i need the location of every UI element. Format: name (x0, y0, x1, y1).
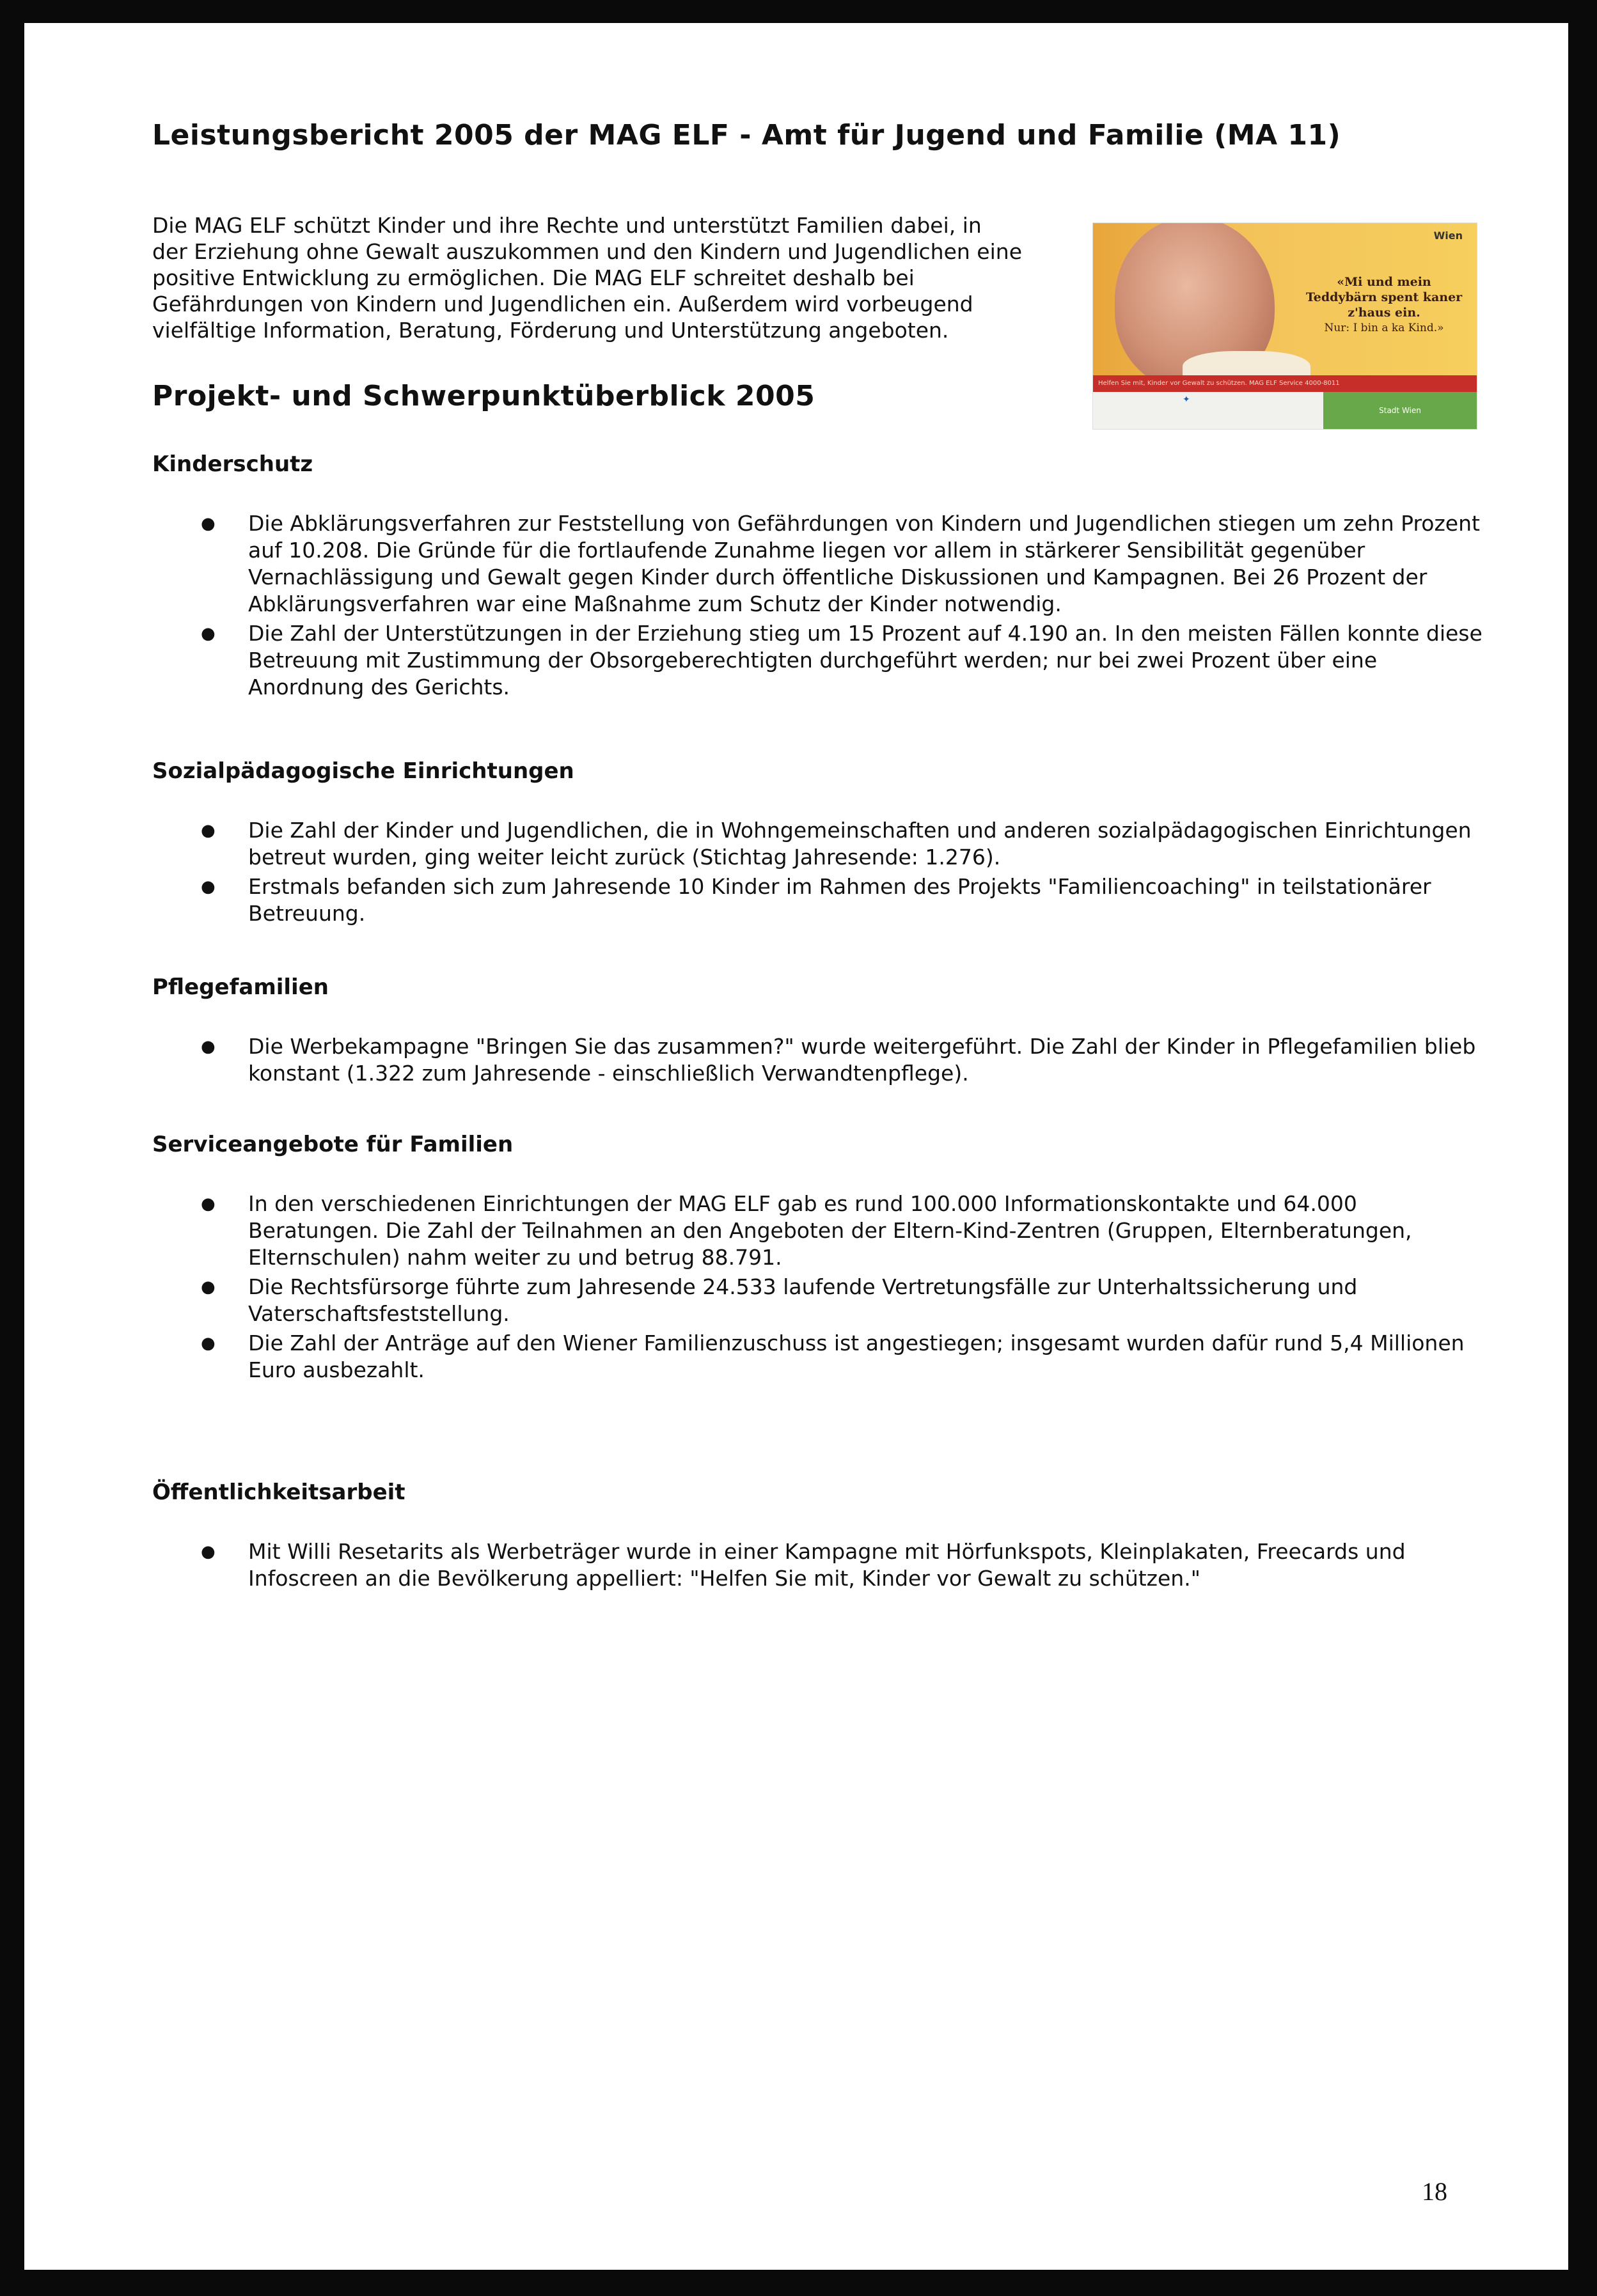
bullet-icon: ● (201, 821, 216, 840)
section-sozialpaedagogisch (152, 758, 1483, 930)
section-heading: Öffentlichkeitsarbeit (152, 1480, 405, 1505)
list-item: ● Die Abklärungsverfahren zur Feststellung von Gefährdungen von Kindern und Jugendlichen stiegen um zehn Prozent auf 10.208. Die Gründe für die fortlaufende Zunahme liegen vor allem in stärkerer Sensibilität gegenüber Vernachlässigung und Gewalt gegen Kinder durch öffentliche Diskussionen und Kampagnen. Bei 26 Prozent der Abklärungsverfahren war eine Maßnahme zum Schutz der Kinder notwendig. (201, 511, 1480, 616)
document-page (24, 23, 1568, 2270)
section-heading: Kinderschutz (152, 451, 313, 477)
section-serviceangebote (152, 1132, 1483, 1386)
bullet-list (152, 1538, 1483, 1592)
list-item: ● Erstmals befanden sich zum Jahresende 10 Kinder im Rahmen des Projekts "Familiencoaching" in teilstationärer Betreuung. (201, 874, 1431, 926)
section-subtitle: Projekt- und Schwerpunktüberblick 2005 (152, 380, 815, 412)
page-content (152, 119, 1483, 1591)
list-item: ● Die Zahl der Kinder und Jugendlichen, die in Wohngemeinschaften und anderen sozialpädagogischen Einrichtungen betreut wurden, ging weiter leicht zurück (Stichtag Jahresende: 1.276). (201, 818, 1472, 870)
list-item: ● In den verschiedenen Einrichtungen der MAG ELF gab es rund 100.000 Informationskontakte und 64.000 Beratungen. Die Zahl der Teilnahmen an den Angeboten der Eltern-Kind-Zentren (Gruppen, Elternberatungen, Elternschulen) nahm weiter zu und betrug 88.791. (201, 1191, 1412, 1270)
section-pflegefamilien (152, 974, 1483, 1089)
bullet-list (152, 817, 1483, 927)
bullet-icon: ● (201, 1542, 216, 1561)
poster-bottom-logo: ✦ (1183, 394, 1190, 405)
list-item: ● Die Zahl der Anträge auf den Wiener Familienzuschuss ist angestiegen; insgesamt wurden dafür rund 5,4 Millionen Euro ausbezahlt. (201, 1331, 1465, 1382)
poster-quote-main: «Mi und mein Teddybärn spent kaner z'haus ein. (1305, 275, 1463, 320)
bullet-icon: ● (201, 1277, 216, 1297)
campaign-poster-image (1092, 223, 1477, 430)
bullet-icon: ● (201, 877, 216, 896)
poster-footer-bar: Helfen Sie mit, Kinder vor Gewalt zu schützen. MAG ELF Service 4000-8011 (1093, 375, 1477, 392)
bullet-icon: ● (201, 624, 216, 643)
section-heading: Serviceangebote für Familien (152, 1132, 514, 1157)
list-item: ● Die Werbekampagne "Bringen Sie das zusammen?" wurde weitergeführt. Die Zahl der Kinder in Pflegefamilien blieb konstant (1.322 zum Jahresende - einschließlich Verwandtenpflege). (201, 1034, 1476, 1086)
section-heading: Pflegefamilien (152, 974, 329, 1000)
section-heading: Sozialpädagogische Einrichtungen (152, 758, 574, 784)
intro-paragraph: Die MAG ELF schützt Kinder und ihre Rechte und unterstützt Familien dabei, in der Erziehung ohne Gewalt auszukommen und den Kindern und Jugendlichen eine positive Entwicklung zu ermöglichen. Die MAG ELF schreitet deshalb bei Gefährdungen von Kindern und Jugendlichen ein. Außerdem wird vorbeugend vielfältige Information, Beratung, Förderung und Unterstützung angeboten. (152, 213, 1022, 343)
bullet-icon: ● (201, 514, 216, 533)
list-item: ● Die Zahl der Unterstützungen in der Erziehung stieg um 15 Prozent auf 4.190 an. In den meisten Fällen konnte diese Betreuung mit Zustimmung der Obsorgeberechtigten durchgeführt werden; nur bei zwei Prozent über eine Anordnung des Gerichts. (201, 621, 1483, 699)
list-item: ● Die Rechtsfürsorge führte zum Jahresende 24.533 laufende Vertretungsfälle zur Unterhaltssicherung und Vaterschaftsfeststellung. (201, 1274, 1358, 1326)
section-kinderschutz (152, 451, 1483, 703)
section-oeffentlichkeitsarbeit (152, 1480, 1483, 1595)
page-number: 18 (1422, 2177, 1447, 2206)
bullet-list (152, 1191, 1483, 1384)
bullet-icon: ● (201, 1334, 216, 1353)
poster-quote (1304, 274, 1464, 336)
page-title: Leistungsbericht 2005 der MAG ELF - Amt für Jugend und Familie (MA 11) (152, 119, 1341, 152)
poster-quote-sub: Nur: I bin a ka Kind.» (1324, 322, 1444, 334)
poster-logo: Wien (1433, 230, 1463, 242)
bullet-list (152, 510, 1483, 701)
list-item: ● Mit Willi Resetarits als Werbeträger wurde in einer Kampagne mit Hörfunkspots, Kleinplakaten, Freecards und Infoscreen an die Bevölkerung appelliert: "Helfen Sie mit, Kinder vor Gewalt zu schützen." (201, 1539, 1406, 1591)
poster-green-box: Stadt Wien (1323, 392, 1477, 429)
bullet-list (152, 1033, 1483, 1087)
bullet-icon: ● (201, 1194, 216, 1214)
bullet-icon: ● (201, 1037, 216, 1056)
